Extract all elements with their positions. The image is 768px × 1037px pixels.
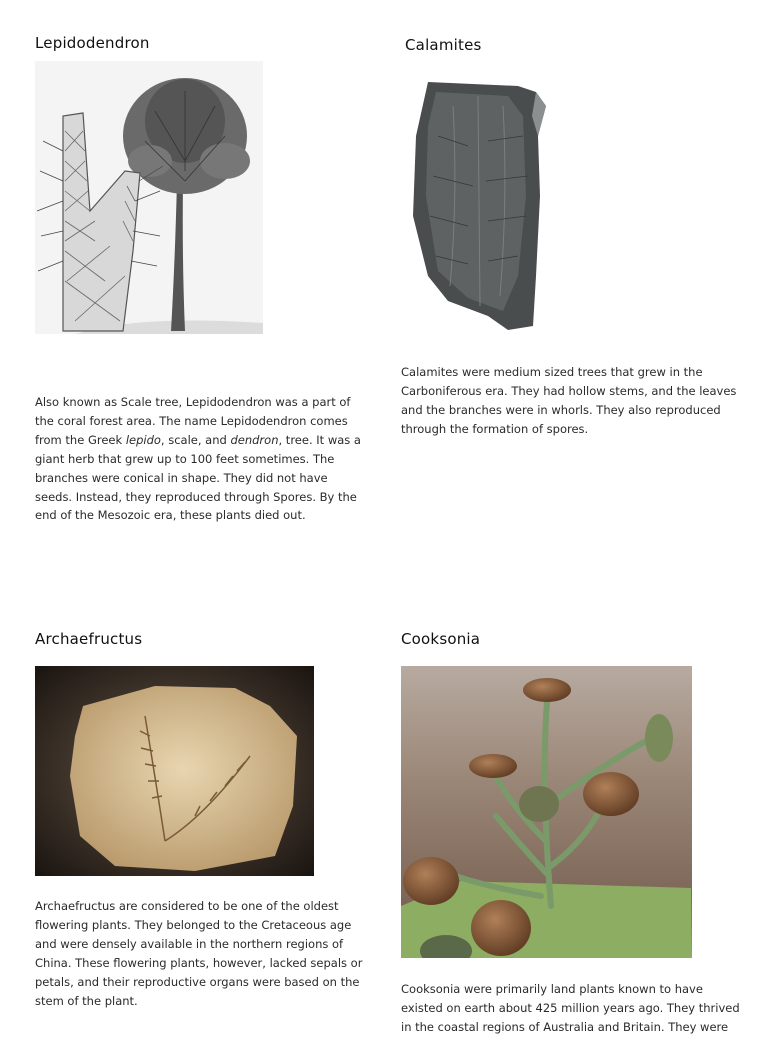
calamites-title: Calamites [405,36,482,54]
cooksonia-illustration [401,666,692,958]
calamites-description: Calamites were medium sized trees that grew in the Carboniferous era. They had hollow stems, and the leaves and the branches were in whorls. They also reproduced through the formation of spores. [401,365,737,436]
archaefructus-fossil-image [35,666,314,876]
archaefructus-title: Archaefructus [35,630,143,648]
cooksonia-description: Cooksonia were primarily land plants known to have existed on earth about 425 million years ago. They thrived in the coastal regions of Australia and Britain. They were [401,982,740,1034]
lepidodendron-illustration [35,61,263,334]
cooksonia-title: Cooksonia [401,630,481,648]
lepidodendron-description: Also known as Scale tree, Lepidodendron was a part of the coral forest area. The name Lepidodendron comes from the Greek lepido, scale, and dendron, tree. It was a giant herb that grew up to 100 feet sometimes. The branches were conical in shape. They did not have seeds. Instead, they reproduced through Spores. By the end of the Mesozoic era, these plants died out. [35,395,361,523]
calamites-fossil-image [408,76,550,332]
lepidodendron-title: Lepidodendron [35,34,150,52]
archaefructus-description: Archaefructus are considered to be one of the oldest flowering plants. They belonged to the Cretaceous age and were densely available in the northern regions of China. These flowering plants, however, lacked sepals or petals, and their reproductive organs were based on the stem of the plant. [35,899,363,1008]
